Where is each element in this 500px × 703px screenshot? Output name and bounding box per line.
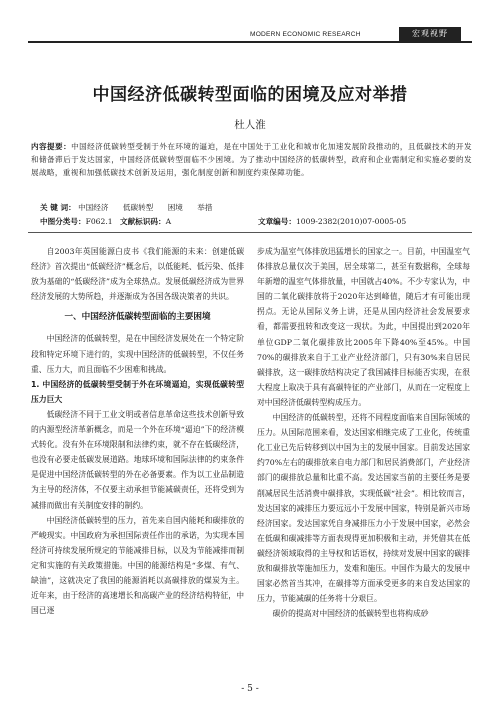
- clc-code: F062.1: [85, 217, 113, 226]
- keywords: [40, 202, 224, 213]
- doc-code-label: 文献标识码：: [120, 217, 166, 226]
- right-column: [257, 244, 470, 621]
- journal-name: MODERN ECONOMIC RESEARCH: [250, 31, 361, 38]
- running-header: [0, 0, 500, 44]
- body-paragraph: 步成为温室气体排放迅猛增长的国家之一。目前，中国温室气体排放总量仅次于美国，居全球第二，甚至有数据称，全球每年新增的温室气体排放量，中国就占40%。不少专家认为，中国的二氧化碳排放将于2020年达到峰值，随后才有可能出现拐点。无论从国际义务上讲，还是从国内经济社会发展要求看，都需要扭转和改变这一现状。为此，中国提出到2020年单位GDP二氧化碳排放比2005年下降40%至45%。中国70%的碳排放来自于工业产业经济部门，只有30%来自居民碳排放，这一碳排放结构决定了我国减排目标能否实现，在很大程度上取决于具有高碳特征的产业部门，从而在一定程度上对中国经济低碳转型构成压力。: [257, 247, 470, 407]
- abstract-text: 中国经济低碳转型受制于外在环境的逼迫，是在中国处于工业化和城市化加速发展阶段推动的，且低碳技术的开发和储备滞后于发达国家，中国经济低碳转型面临不少困境。为了推动中国经济的低碳转型，政府和企业需制定和实施必要的发展战略，重视和加强低碳技术创新及运用，强化制度创新和制度约束保障功能。: [31, 142, 473, 178]
- separator-rule: [28, 232, 472, 233]
- intro-paragraph: 自2003年英国能源白皮书《我们能源的未来：创建低碳经济》首次提出“低碳经济”概念后，以低能耗、低污染、低排放为基础的“低碳经济”成为全球热点。发展低碳经济成为世界经济发展的大势所趋，并逐渐成为各国各级决策者的共识。: [31, 247, 244, 302]
- article-id: 1009-2382(2010)07-0005-05: [295, 217, 407, 226]
- keywords-label: 关 键 词：: [40, 203, 76, 212]
- article-author: 杜人淮: [234, 119, 266, 131]
- keyword: 低碳转型: [122, 203, 154, 212]
- left-column: [31, 244, 244, 618]
- body-paragraph: 低碳经济不同于工业文明或者信息革命这些技术创新导致的内源型经济革新概念，而是一个外在环境“逼迫”下的经济模式转化。没有外在环境限制和法律约束，就不存在低碳经济，也没有必要走低碳发展道路。地球环境和国际法律的约束条件是促进中国经济低碳转型的外在必备要素。作为以工业品制造为主导的经济体，不仅要主动承担节能减碳责任，还将受到为减排而做出有关制度安排的制约。: [31, 409, 244, 510]
- abstract-label: 内容提要：: [31, 142, 72, 151]
- body-paragraph: 中国经济低碳转型的压力，首先来自国内能耗和碳排放的严峻现实。中国政府为承担国际责任作出的承诺，为实现本国经济可持续发展所规定的节能减排目标，以及为节能减排而制定和实施的有关政策措施。中国的能源结构是“多煤、有气、缺油”，这就决定了我国的能源消耗以高碳排放的煤炭为主。近年来，由于经济的高速增长和高碳产业的经济结构特征，中国已逐: [31, 515, 244, 616]
- classification-line: [40, 216, 480, 227]
- keyword: 中国经济: [78, 203, 109, 212]
- article-title: 中国经济低碳转型面临的困境及应对举措: [92, 85, 408, 105]
- keyword: 困境: [167, 203, 183, 212]
- body-paragraph: 中国经济的低碳转型，是在中国经济发展处在一个特定阶段和特定环境下进行的，实现中国经济的低碳转型，不仅任务重、压力大，而且面临不少困难和挑战。: [31, 334, 244, 374]
- doc-code: A: [165, 217, 172, 226]
- article-id-label: 文章编号：: [258, 217, 296, 226]
- keyword: 举措: [197, 203, 213, 212]
- subsection-heading: 1. 中国经济的低碳转型受制于外在环境逼迫，实现低碳转型压力巨大: [31, 379, 244, 404]
- section-tab: 宏观视野: [399, 27, 461, 41]
- body-paragraph: 碳价的提高对中国经济的低碳转型也将构成砂: [272, 609, 429, 619]
- section-heading: 一、中国经济低碳转型面临的主要困境: [64, 312, 211, 323]
- abstract: [31, 140, 472, 180]
- clc-label: 中图分类号：: [40, 217, 86, 226]
- page-number: - 5 -: [241, 684, 259, 694]
- header-rule: [28, 41, 472, 43]
- body-paragraph: 中国经济的低碳转型，还将不同程度面临来自国际领域的压力。从国际范围来看，发达国家相继完成了工业化，传统重化工业已先后转移到以中国为主的发展中国家。目前发达国家约70%左右的碳排放来自电力部门和居民消费部门，产业经济部门的碳排放总量和比重不高。发达国家当前的主要任务是要削减居民生活消费中碳排放，实现低碳“社会”。相比较而言，发达国家的减排压力要远远小于发展中国家，特别是新兴市场经济国家。发达国家凭自身减排压力小于发展中国家，必然会在低碳和碳减排等方面表现得更加积极和主动，并凭借其在低碳经济领域取得的主导权和话语权，持续对发展中国家的碳排放和碳排放等施加压力，发难和施压。中国作为最大的发展中国家必然首当其冲，在碳排等方面承受更多的来自发达国家的压力，节能减碳的任务将十分艰巨。: [257, 413, 470, 604]
